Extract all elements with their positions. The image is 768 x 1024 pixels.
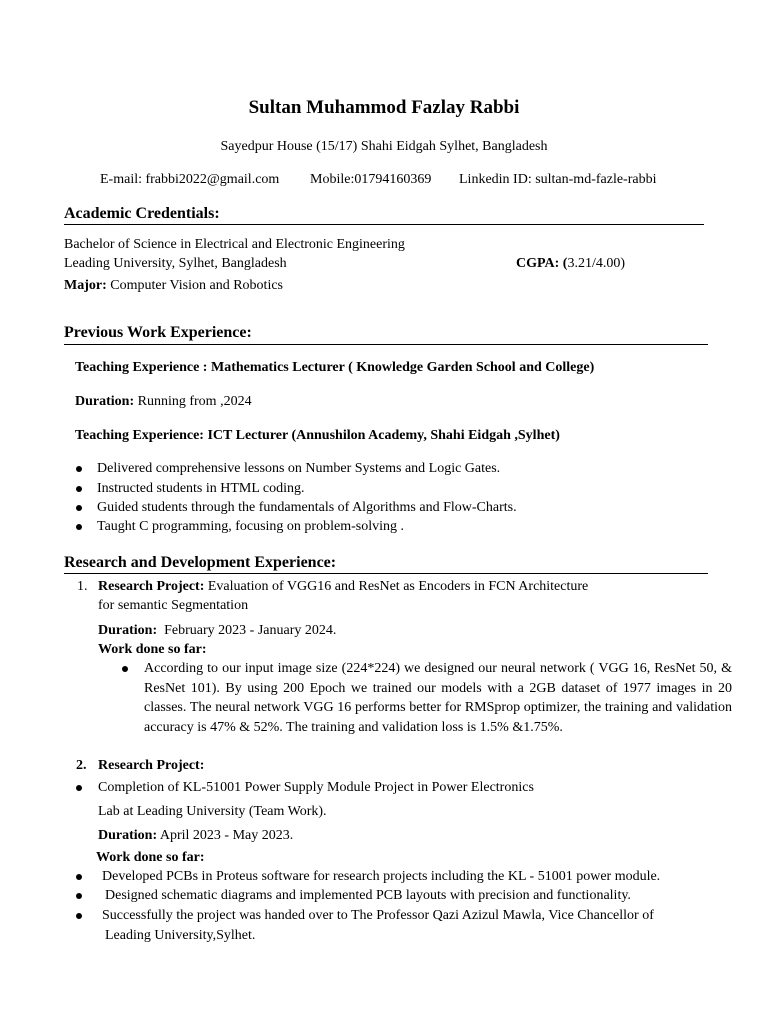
email: E-mail: frabbi2022@gmail.com <box>100 172 280 187</box>
duration-label: Duration: <box>98 623 158 638</box>
project-2-bullet: Successfully the project was handed over to The Professor Qazi Azizul Mawla, Vice Chancellor of <box>102 908 654 923</box>
project-1-work-text: According to our input image size (224*224) we designed our neural network ( VGG 16, ResNet 50, & ResNet 101). By using 200 Epoch we trained our models with a 2GB dataset of 1977 images in 20 classes. The neural network VGG 16 performs better for RMSprop optimizer, the training and validation accuracy is 47% & 52%. The training and validation loss is 1.5% &1.75%. <box>144 661 732 735</box>
project-2-completion-continued: Lab at Leading University (Team Work). <box>98 804 327 819</box>
bullet-icon <box>76 486 82 492</box>
teaching-experience-2: Teaching Experience: ICT Lecturer (Annushilon Academy, Shahi Eidgah ,Sylhet) <box>75 428 560 443</box>
work-bullet: Taught C programming, focusing on problem-solving . <box>97 519 404 534</box>
project-2-bullet: Developed PCBs in Proteus software for research projects including the KL - 51001 power module. <box>102 869 661 884</box>
project-1-number: 1. <box>77 579 88 594</box>
project-2-completion: Completion of KL-51001 Power Supply Module Project in Power Electronics <box>98 780 534 795</box>
university: Leading University, Sylhet, Bangladesh <box>64 256 287 271</box>
address: Sayedpur House (15/17) Shahi Eidgah Sylhet, Bangladesh <box>220 139 548 154</box>
cgpa-label: CGPA: ( <box>516 256 568 271</box>
project-1-duration <box>98 622 336 640</box>
duration-value: February 2023 - January 2024. <box>164 623 337 638</box>
bullet-icon <box>76 913 82 919</box>
academic-heading: Academic Credentials: <box>64 205 220 222</box>
work-bullet: Guided students through the fundamentals of Algorithms and Flow-Charts. <box>97 500 517 515</box>
bullet-icon <box>122 666 128 672</box>
project-1-title-continued: for semantic Segmentation <box>98 598 249 613</box>
project-1-work-label: Work done so far: <box>98 642 207 657</box>
project-2-label: Research Project: <box>98 758 205 773</box>
research-heading: Research and Development Experience: <box>64 554 337 571</box>
work-bullet: Instructed students in HTML coding. <box>97 481 305 496</box>
project-2-duration <box>98 827 293 845</box>
duration-label: Duration: <box>75 394 135 409</box>
work-heading: Previous Work Experience: <box>64 324 252 341</box>
major-label: Major: <box>64 278 107 293</box>
bullet-icon <box>76 524 82 530</box>
project-2-bullet: Designed schematic diagrams and implemented PCB layouts with precision and functionality. <box>105 888 631 903</box>
research-rule <box>64 573 708 574</box>
academic-rule <box>64 224 704 225</box>
bullet-icon <box>76 874 82 880</box>
duration-value: April 2023 - May 2023. <box>159 828 294 843</box>
cgpa <box>516 255 625 273</box>
work-rule <box>64 344 708 345</box>
project-2-work-label: Work done so far: <box>96 850 205 865</box>
major-value: Computer Vision and Robotics <box>110 278 283 293</box>
teaching-experience-1: Teaching Experience : Mathematics Lecturer ( Knowledge Garden School and College) <box>75 360 595 375</box>
project-1-title <box>98 578 588 596</box>
research-project-label: Research Project: <box>98 579 205 594</box>
candidate-name: Sultan Muhammod Fazlay Rabbi <box>248 97 520 118</box>
project-2-bullet-continued: Leading University,Sylhet. <box>105 928 256 943</box>
bullet-icon <box>76 785 82 791</box>
duration-label: Duration: <box>98 828 158 843</box>
duration-value: Running from ,2024 <box>137 394 252 409</box>
mobile: Mobile:01794160369 <box>310 172 432 187</box>
work-bullet: Delivered comprehensive lessons on Number Systems and Logic Gates. <box>97 461 501 476</box>
project-1-title-text: Evaluation of VGG16 and ResNet as Encoders in FCN Architecture <box>207 579 589 594</box>
bullet-icon <box>76 466 82 472</box>
bullet-icon <box>76 505 82 511</box>
linkedin: Linkedin ID: sultan-md-fazle-rabbi <box>459 172 657 187</box>
bullet-icon <box>76 893 82 899</box>
degree: Bachelor of Science in Electrical and Electronic Engineering <box>64 237 405 252</box>
teaching-duration <box>75 393 252 411</box>
project-2-number: 2. <box>76 758 87 773</box>
major <box>64 277 283 295</box>
cgpa-value: 3.21/4.00) <box>567 256 626 271</box>
